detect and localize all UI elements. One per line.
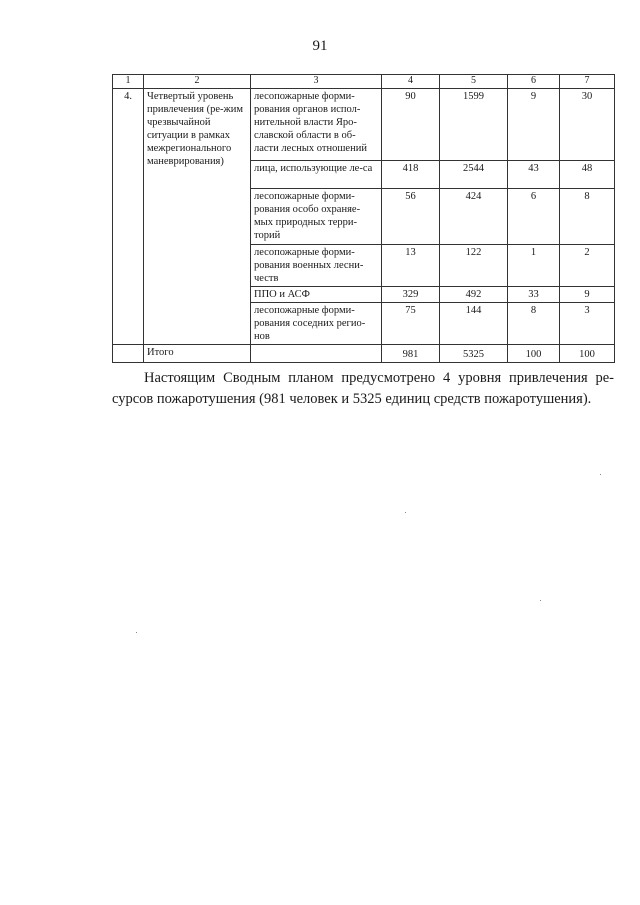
cell-value: 424 (440, 188, 508, 244)
total-row (113, 345, 615, 363)
column-number: 4 (382, 75, 440, 89)
formation-name: лесопожарные форми-рования соседних регио-нов (251, 303, 382, 345)
formation-name: ППО и АСФ (251, 286, 382, 302)
total-value: 5325 (440, 345, 508, 363)
scan-speck (405, 512, 406, 513)
cell-value: 8 (508, 303, 560, 345)
table-row (113, 88, 615, 160)
cell-value: 13 (382, 244, 440, 286)
column-number: 2 (144, 75, 251, 89)
cell-value: 30 (560, 88, 615, 160)
cell-value: 418 (382, 160, 440, 188)
closing-paragraph (112, 368, 614, 410)
cell-value: 329 (382, 286, 440, 302)
cell-value: 122 (440, 244, 508, 286)
empty-cell (251, 345, 382, 363)
cell-value: 48 (560, 160, 615, 188)
column-number: 5 (440, 75, 508, 89)
cell-value: 2 (560, 244, 615, 286)
formation-name: лица, использующие ле-са (251, 160, 382, 188)
cell-value: 1599 (440, 88, 508, 160)
cell-value: 144 (440, 303, 508, 345)
total-value: 100 (560, 345, 615, 363)
column-number: 7 (560, 75, 615, 89)
level-number: 4. (113, 88, 144, 345)
scan-speck (540, 600, 541, 601)
page-number: 91 (312, 38, 328, 54)
level-title: Четвертый уровень привлечения (ре-жим чрезвычайной ситуации в рамках межрегионального маневрирования) (144, 88, 251, 345)
cell-value: 43 (508, 160, 560, 188)
cell-value: 56 (382, 188, 440, 244)
scan-speck (600, 474, 601, 475)
formation-name: лесопожарные форми-рования военных лесни-честв (251, 244, 382, 286)
cell-value: 3 (560, 303, 615, 345)
total-value: 100 (508, 345, 560, 363)
cell-value: 9 (560, 286, 615, 302)
cell-value: 33 (508, 286, 560, 302)
total-label: Итого (144, 345, 251, 363)
cell-value: 8 (560, 188, 615, 244)
column-number-row (113, 75, 615, 89)
formation-name: лесопожарные форми-рования органов испол-нительной власти Яро-славской области в об-ласти лесных отношений (251, 88, 382, 160)
column-number: 1 (113, 75, 144, 89)
cell-value: 90 (382, 88, 440, 160)
cell-value: 1 (508, 244, 560, 286)
empty-cell (113, 345, 144, 363)
cell-value: 6 (508, 188, 560, 244)
formation-name: лесопожарные форми-рования особо охраняе-мых природных терри-торий (251, 188, 382, 244)
cell-value: 492 (440, 286, 508, 302)
cell-value: 75 (382, 303, 440, 345)
cell-value: 9 (508, 88, 560, 160)
column-number: 6 (508, 75, 560, 89)
cell-value: 2544 (440, 160, 508, 188)
closing-text: Настоящим Сводным планом предусмотрено 4 уровня привлечения ре-сурсов пожаротушения (981 человек и 5325 единиц средств пожаротушения). (112, 370, 614, 408)
resources-table (112, 74, 615, 363)
column-number: 3 (251, 75, 382, 89)
total-value: 981 (382, 345, 440, 363)
scan-speck (136, 632, 137, 633)
